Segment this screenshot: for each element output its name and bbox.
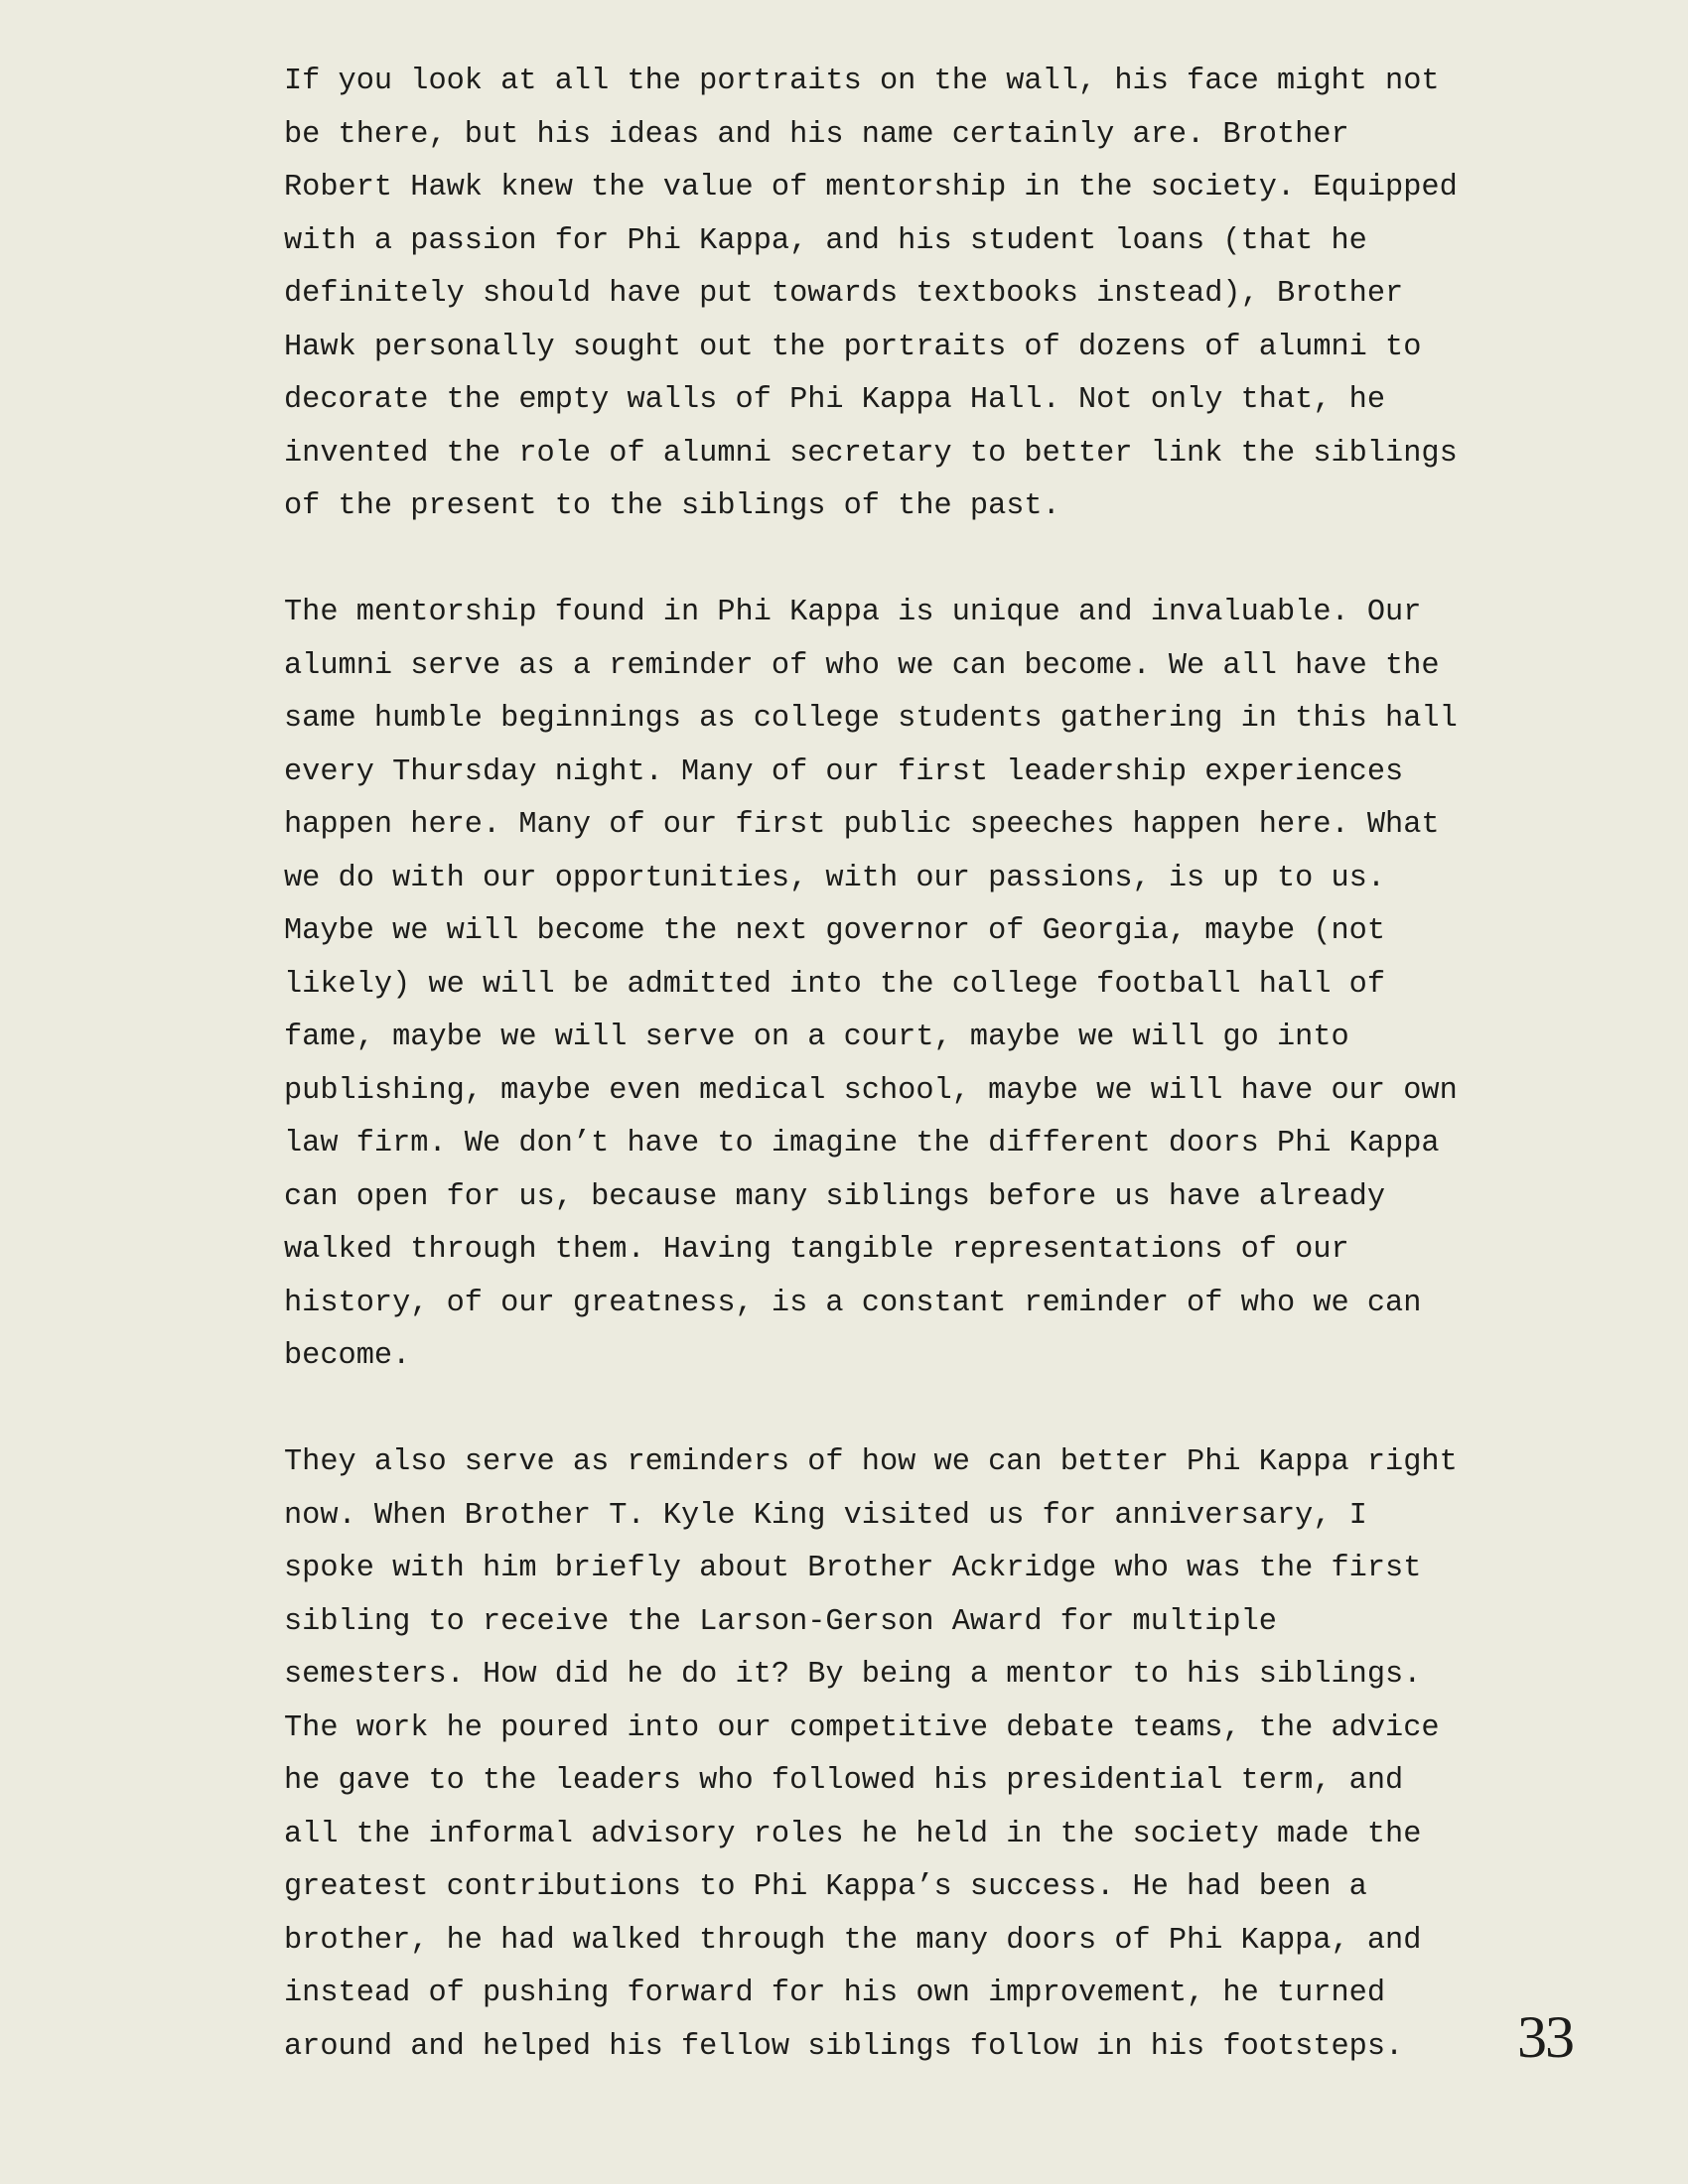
text-line: Maybe we will become the next governor of Georgia, maybe (not bbox=[284, 914, 1386, 948]
paragraph-3 bbox=[284, 1436, 1458, 2074]
text-line: walked through them. Having tangible representations of our bbox=[284, 1233, 1349, 1267]
text-line: sibling to receive the Larson-Gerson Award for multiple bbox=[284, 1604, 1277, 1639]
text-line: he gave to the leaders who followed his presidential term, and bbox=[284, 1764, 1404, 1798]
text-line: we do with our opportunities, with our passions, is up to us. bbox=[284, 861, 1386, 895]
text-line: greatest contributions to Phi Kappa’s success. He had been a bbox=[284, 1870, 1367, 1904]
paragraph-2 bbox=[284, 587, 1458, 1384]
text-line: Hawk personally sought out the portraits of dozens of alumni to bbox=[284, 330, 1422, 364]
text-line: The work he poured into our competitive debate teams, the advice bbox=[284, 1710, 1440, 1745]
page-number: 33 bbox=[1517, 2004, 1573, 2070]
text-line: history, of our greatness, is a constant reminder of who we can bbox=[284, 1286, 1422, 1320]
text-line: publishing, maybe even medical school, maybe we will have our own bbox=[284, 1073, 1458, 1108]
text-line: spoke with him briefly about Brother Ackridge who was the first bbox=[284, 1552, 1422, 1585]
text-line: definitely should have put towards textbooks instead), Brother bbox=[284, 277, 1404, 311]
text-line: fame, maybe we will serve on a court, maybe we will go into bbox=[284, 1021, 1349, 1054]
paragraph-1 bbox=[284, 56, 1458, 534]
text-line: If you look at all the portraits on the wall, his face might not bbox=[284, 65, 1440, 98]
text-line: decorate the empty walls of Phi Kappa Hall. Not only that, he bbox=[284, 383, 1386, 417]
text-line: can open for us, because many siblings before us have already bbox=[284, 1179, 1386, 1214]
text-line: now. When Brother T. Kyle King visited us for anniversary, I bbox=[284, 1498, 1367, 1533]
text-line: happen here. Many of our first public speeches happen here. What bbox=[284, 808, 1440, 842]
text-line: invented the role of alumni secretary to better link the siblings bbox=[284, 436, 1458, 471]
text-line: all the informal advisory roles he held in the society made the bbox=[284, 1817, 1422, 1851]
body-text bbox=[284, 56, 1458, 2074]
text-line: of the present to the siblings of the past. bbox=[284, 489, 1060, 523]
text-line: around and helped his fellow siblings follow in his footsteps. bbox=[284, 2029, 1404, 2064]
text-line: Robert Hawk knew the value of mentorship in the society. Equipped bbox=[284, 171, 1458, 205]
text-line: semesters. How did he do it? By being a mentor to his siblings. bbox=[284, 1658, 1422, 1692]
text-line: alumni serve as a reminder of who we can become. We all have the bbox=[284, 648, 1440, 683]
text-line: become. bbox=[284, 1339, 411, 1373]
text-line: instead of pushing forward for his own improvement, he turned bbox=[284, 1977, 1386, 2010]
text-line: be there, but his ideas and his name certainly are. Brother bbox=[284, 117, 1349, 152]
text-line: law firm. We don’t have to imagine the different doors Phi Kappa bbox=[284, 1127, 1440, 1160]
text-line: with a passion for Phi Kappa, and his student loans (that he bbox=[284, 223, 1367, 258]
text-line: likely) we will be admitted into the college football hall of bbox=[284, 967, 1386, 1002]
text-line: every Thursday night. Many of our first leadership experiences bbox=[284, 754, 1404, 789]
text-line: brother, he had walked through the many doors of Phi Kappa, and bbox=[284, 1923, 1422, 1958]
text-line: They also serve as reminders of how we can better Phi Kappa right bbox=[284, 1445, 1458, 1479]
text-line: same humble beginnings as college students gathering in this hall bbox=[284, 702, 1458, 736]
text-line: The mentorship found in Phi Kappa is unique and invaluable. Our bbox=[284, 596, 1422, 629]
